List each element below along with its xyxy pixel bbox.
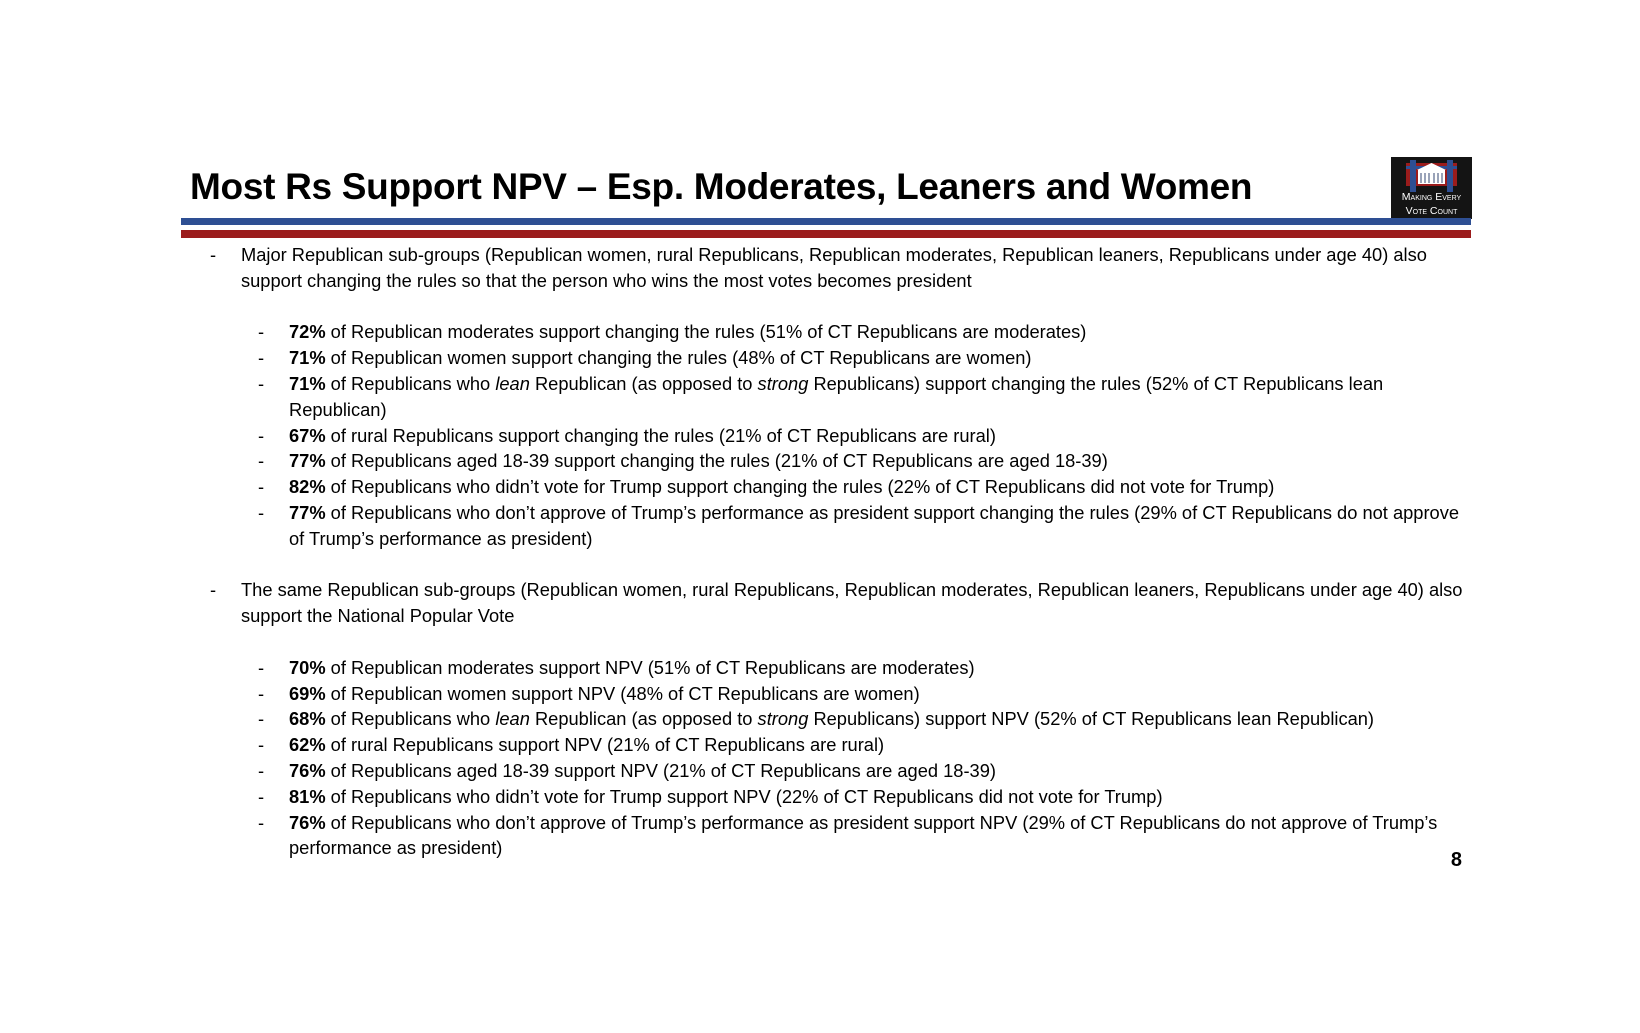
list-item bbox=[210, 474, 1472, 500]
list-item-text: of Republicans who don’t approve of Trump’s performance as president support NPV (29% of CT Republicans do not approve of Trump’s performance as president) bbox=[289, 811, 1438, 859]
bullet-dash: - bbox=[210, 579, 217, 601]
list-item-text: of Republicans who didn’t vote for Trump support changing the rules (22% of CT Republicans did not vote for Trump) bbox=[325, 476, 1275, 498]
list-item bbox=[210, 423, 1472, 449]
list-item-text: of Republicans who bbox=[325, 708, 496, 730]
list-item bbox=[210, 448, 1472, 474]
page-number: 8 bbox=[1450, 849, 1462, 871]
percentage-value: 82% bbox=[289, 476, 326, 498]
percentage-value: 76% bbox=[289, 759, 326, 781]
list-item bbox=[210, 758, 1472, 784]
percentage-value: 77% bbox=[289, 450, 326, 472]
percentage-value: 70% bbox=[289, 656, 326, 678]
list-item bbox=[210, 319, 1472, 345]
section-2-bullet bbox=[210, 577, 1472, 629]
list-item bbox=[210, 500, 1472, 552]
list-item-text: of rural Republicans support NPV (21% of CT Republicans are rural) bbox=[325, 734, 885, 756]
percentage-value: 71% bbox=[289, 347, 326, 369]
slide-title: Most Rs Support NPV – Esp. Moderates, Leaners and Women bbox=[190, 166, 1253, 207]
title-rule-blue bbox=[181, 218, 1471, 225]
bullet-dash: - bbox=[258, 347, 265, 369]
list-item-text: of Republican moderates support NPV (51% of CT Republicans are moderates) bbox=[325, 656, 975, 678]
list-item-text: Republicans) support NPV (52% of CT Republicans lean Republican) bbox=[808, 708, 1375, 730]
list-item bbox=[210, 810, 1472, 862]
list-item-text: of Republicans aged 18-39 support changing the rules (21% of CT Republicans are aged 18-39) bbox=[325, 450, 1108, 472]
percentage-value: 71% bbox=[289, 372, 326, 394]
bullet-dash: - bbox=[210, 244, 217, 265]
percentage-value: 69% bbox=[289, 682, 326, 704]
list-item-text: Republicans) support changing the rules (52% of CT Republicans lean Republican) bbox=[289, 372, 1384, 420]
list-item-text: of Republican moderates support changing the rules (51% of CT Republicans are moderates) bbox=[325, 321, 1087, 343]
list-item-text: of Republicans who don’t approve of Trump’s performance as president support changing the rules (29% of CT Republicans do not approve of Trump’s performance as president) bbox=[289, 501, 1460, 549]
title-rule-red bbox=[181, 230, 1471, 238]
percentage-value: 68% bbox=[289, 708, 326, 730]
bullet-dash: - bbox=[258, 811, 265, 833]
section-1-bullet bbox=[210, 242, 1472, 294]
list-item-text: of Republicans who bbox=[325, 372, 496, 394]
list-item bbox=[210, 706, 1472, 732]
list-item-text: Republican (as opposed to bbox=[529, 372, 758, 394]
slide-body bbox=[210, 242, 1472, 861]
percentage-value: 81% bbox=[289, 785, 326, 807]
percentage-value: 76% bbox=[289, 811, 326, 833]
list-item bbox=[210, 732, 1472, 758]
bullet-dash: - bbox=[258, 656, 265, 678]
list-item-text: of Republican women support NPV (48% of CT Republicans are women) bbox=[325, 682, 920, 704]
bullet-dash: - bbox=[258, 476, 265, 498]
bullet-dash: - bbox=[258, 682, 265, 704]
bullet-dash: - bbox=[258, 759, 265, 781]
percentage-value: 77% bbox=[289, 501, 326, 523]
percentage-value: 67% bbox=[289, 424, 326, 446]
making-every-vote-count-logo bbox=[1391, 157, 1472, 219]
emphasis-strong: strong bbox=[757, 708, 809, 730]
bullet-dash: - bbox=[258, 372, 265, 394]
bullet-dash: - bbox=[258, 708, 265, 730]
list-item bbox=[210, 784, 1472, 810]
emphasis-lean: lean bbox=[495, 708, 530, 730]
bullet-dash: - bbox=[258, 424, 265, 446]
list-item-text: of Republicans who didn’t vote for Trump support NPV (22% of CT Republicans did not vote for Trump) bbox=[325, 785, 1163, 807]
white-house-logo-icon bbox=[1391, 160, 1472, 192]
emphasis-lean: lean bbox=[495, 372, 530, 394]
list-item bbox=[210, 345, 1472, 371]
bullet-dash: - bbox=[258, 450, 265, 472]
list-item-text: of Republican women support changing the rules (48% of CT Republicans are women) bbox=[325, 347, 1032, 369]
emphasis-strong: strong bbox=[757, 372, 809, 394]
list-item bbox=[210, 371, 1472, 423]
bullet-dash: - bbox=[258, 785, 265, 807]
list-item-text: of rural Republicans support changing the rules (21% of CT Republicans are rural) bbox=[325, 424, 996, 446]
bullet-dash: - bbox=[258, 501, 265, 523]
percentage-value: 72% bbox=[289, 321, 326, 343]
list-item bbox=[210, 681, 1472, 707]
bullet-dash: - bbox=[258, 734, 265, 756]
list-item-text: of Republicans aged 18-39 support NPV (21% of CT Republicans are aged 18-39) bbox=[325, 759, 996, 781]
list-item bbox=[210, 655, 1472, 681]
list-item-text: Republican (as opposed to bbox=[529, 708, 758, 730]
section-1-bullet-text: Major Republican sub-groups (Republican women, rural Republicans, Republican moderates, Republican leaners, Republicans under age 40) also support changing the rules so that the person who wins the most votes becomes president bbox=[241, 244, 1427, 291]
logo-text: Making Every Vote Count bbox=[1401, 191, 1462, 217]
bullet-dash: - bbox=[258, 321, 265, 343]
section-2-bullet-text: The same Republican sub-groups (Republican women, rural Republicans, Republican moderates, Republican leaners, Republicans under age 40) also support the National Popular Vote bbox=[241, 579, 1463, 627]
percentage-value: 62% bbox=[289, 734, 326, 756]
